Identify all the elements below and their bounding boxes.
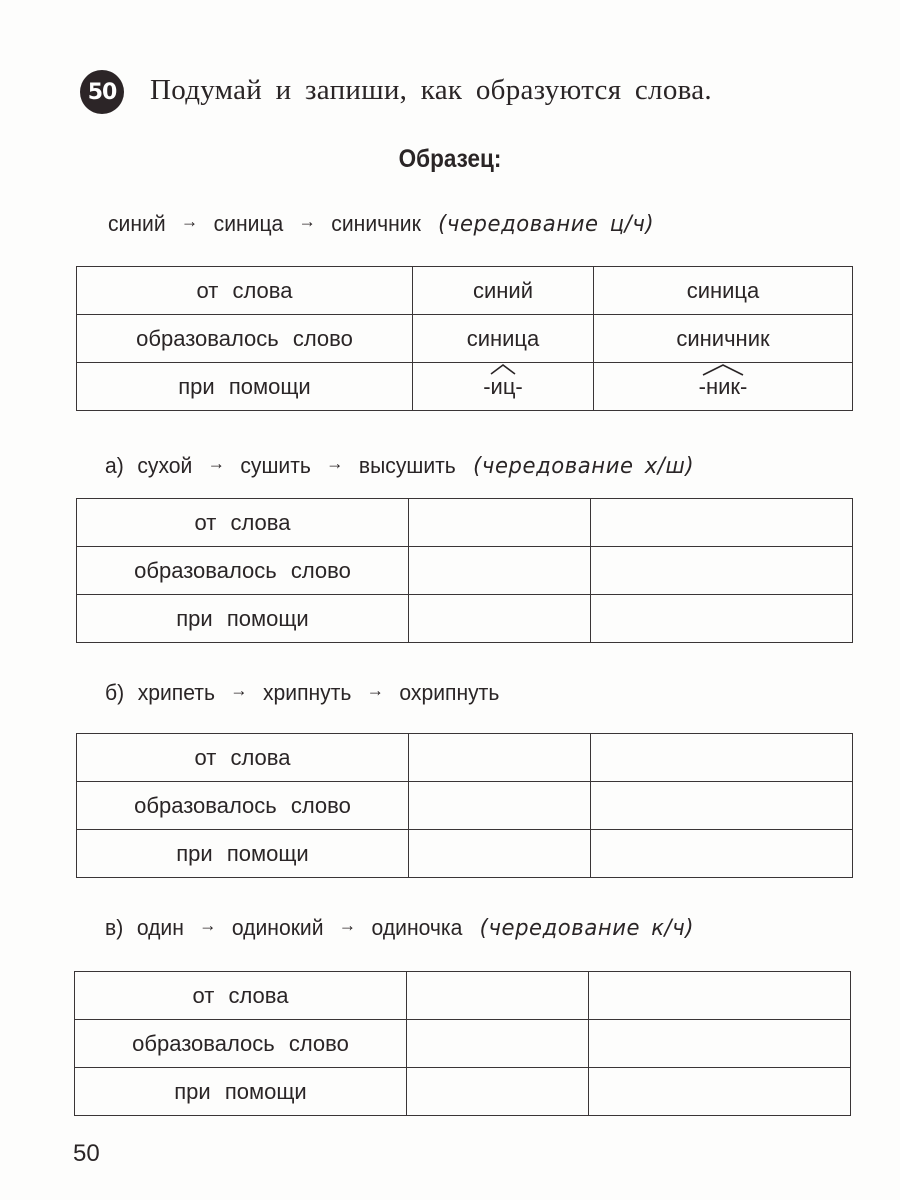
answer-cell[interactable]: [591, 595, 853, 643]
table-row: [75, 1020, 851, 1068]
row-label: образовалось слово: [77, 782, 409, 830]
exercise-label: а): [105, 453, 124, 478]
arrow-right-icon: →: [180, 211, 199, 231]
answer-cell[interactable]: [591, 734, 853, 782]
answer-cell[interactable]: [407, 1020, 589, 1068]
exercise-label: в): [105, 915, 124, 940]
chain-word-2: хрипнуть: [262, 680, 352, 705]
table-row: [77, 830, 853, 878]
task-number: 50: [87, 79, 117, 105]
row-label: от слова: [77, 734, 409, 782]
chain-word-2: синица: [213, 211, 284, 236]
page-number: 50: [73, 1140, 100, 1167]
answer-cell[interactable]: [409, 595, 591, 643]
chain-word-1: синий: [108, 211, 166, 236]
cell-value: синица: [413, 315, 594, 363]
table-row: [77, 782, 853, 830]
answer-cell[interactable]: [591, 782, 853, 830]
table-row: [77, 499, 853, 547]
exercise-b-word-chain: [105, 680, 499, 706]
arrow-right-icon: →: [298, 211, 316, 231]
row-label: образовалось слово: [77, 315, 413, 363]
answer-cell[interactable]: [409, 734, 591, 782]
suffix-text: -иц-: [483, 373, 523, 399]
row-label: от слова: [75, 972, 407, 1020]
exercise-c-word-chain: [105, 915, 694, 941]
chain-word-2: сушить: [240, 453, 311, 478]
chain-word-1: сухой: [137, 453, 193, 478]
suffix-arc-icon: [701, 363, 745, 376]
answer-cell[interactable]: [407, 972, 589, 1020]
cell-value: синица: [594, 267, 853, 315]
task-number-badge: [80, 70, 124, 114]
table-row: [77, 595, 853, 643]
cell-value: синичник: [594, 315, 853, 363]
answer-cell[interactable]: [407, 1068, 589, 1116]
cell-value: [594, 363, 853, 411]
row-label: от слова: [77, 499, 409, 547]
task-title: Подумай и запиши, как образуются слова.: [150, 74, 712, 106]
answer-cell[interactable]: [589, 972, 851, 1020]
cell-value: [413, 363, 594, 411]
exercise-a-table: [76, 498, 853, 643]
table-row: [77, 267, 853, 315]
answer-cell[interactable]: [591, 499, 853, 547]
alternation-note: (чередование к/ч): [479, 916, 695, 941]
chain-word-1: один: [136, 915, 184, 940]
row-label: при помощи: [77, 830, 409, 878]
table-row: [77, 547, 853, 595]
answer-cell[interactable]: [589, 1020, 851, 1068]
answer-cell[interactable]: [589, 1068, 851, 1116]
arrow-right-icon: →: [366, 680, 385, 700]
row-label: образовалось слово: [77, 547, 409, 595]
row-label: образовалось слово: [75, 1020, 407, 1068]
arrow-right-icon: →: [199, 915, 217, 935]
answer-cell[interactable]: [409, 830, 591, 878]
sample-table: [76, 266, 853, 411]
alternation-note: (чередование х/ш): [473, 454, 695, 479]
chain-word-1: хрипеть: [137, 680, 215, 705]
suffix-mark: [699, 374, 748, 400]
answer-cell[interactable]: [409, 499, 591, 547]
chain-word-3: охрипнуть: [399, 680, 500, 705]
suffix-mark: [483, 374, 523, 400]
arrow-right-icon: →: [338, 915, 357, 935]
table-row: [75, 972, 851, 1020]
chain-word-3: высушить: [358, 453, 456, 478]
answer-cell[interactable]: [591, 547, 853, 595]
exercise-label: б): [105, 680, 125, 705]
row-label: при помощи: [75, 1068, 407, 1116]
arrow-right-icon: →: [326, 453, 344, 473]
sample-word-chain: [108, 211, 654, 237]
answer-cell[interactable]: [409, 547, 591, 595]
table-row: [77, 363, 853, 411]
answer-cell[interactable]: [591, 830, 853, 878]
exercise-b-table: [76, 733, 853, 878]
arrow-right-icon: →: [207, 453, 225, 473]
chain-word-3: одиночка: [371, 915, 463, 940]
answer-cell[interactable]: [409, 782, 591, 830]
alternation-note: (чередование ц/ч): [438, 212, 655, 237]
row-label: при помощи: [77, 363, 413, 411]
exercise-c-table: [74, 971, 851, 1116]
row-label: от слова: [77, 267, 413, 315]
arrow-right-icon: →: [230, 680, 248, 700]
table-row: [77, 315, 853, 363]
sample-heading: Образец:: [398, 145, 502, 173]
chain-word-2: одинокий: [231, 915, 324, 940]
table-row: [77, 734, 853, 782]
chain-word-3: синичник: [331, 211, 421, 236]
suffix-text: -ник-: [698, 373, 748, 399]
table-row: [75, 1068, 851, 1116]
exercise-a-word-chain: [105, 453, 694, 479]
suffix-arc-icon: [489, 363, 517, 375]
cell-value: синий: [413, 267, 594, 315]
row-label: при помощи: [77, 595, 409, 643]
